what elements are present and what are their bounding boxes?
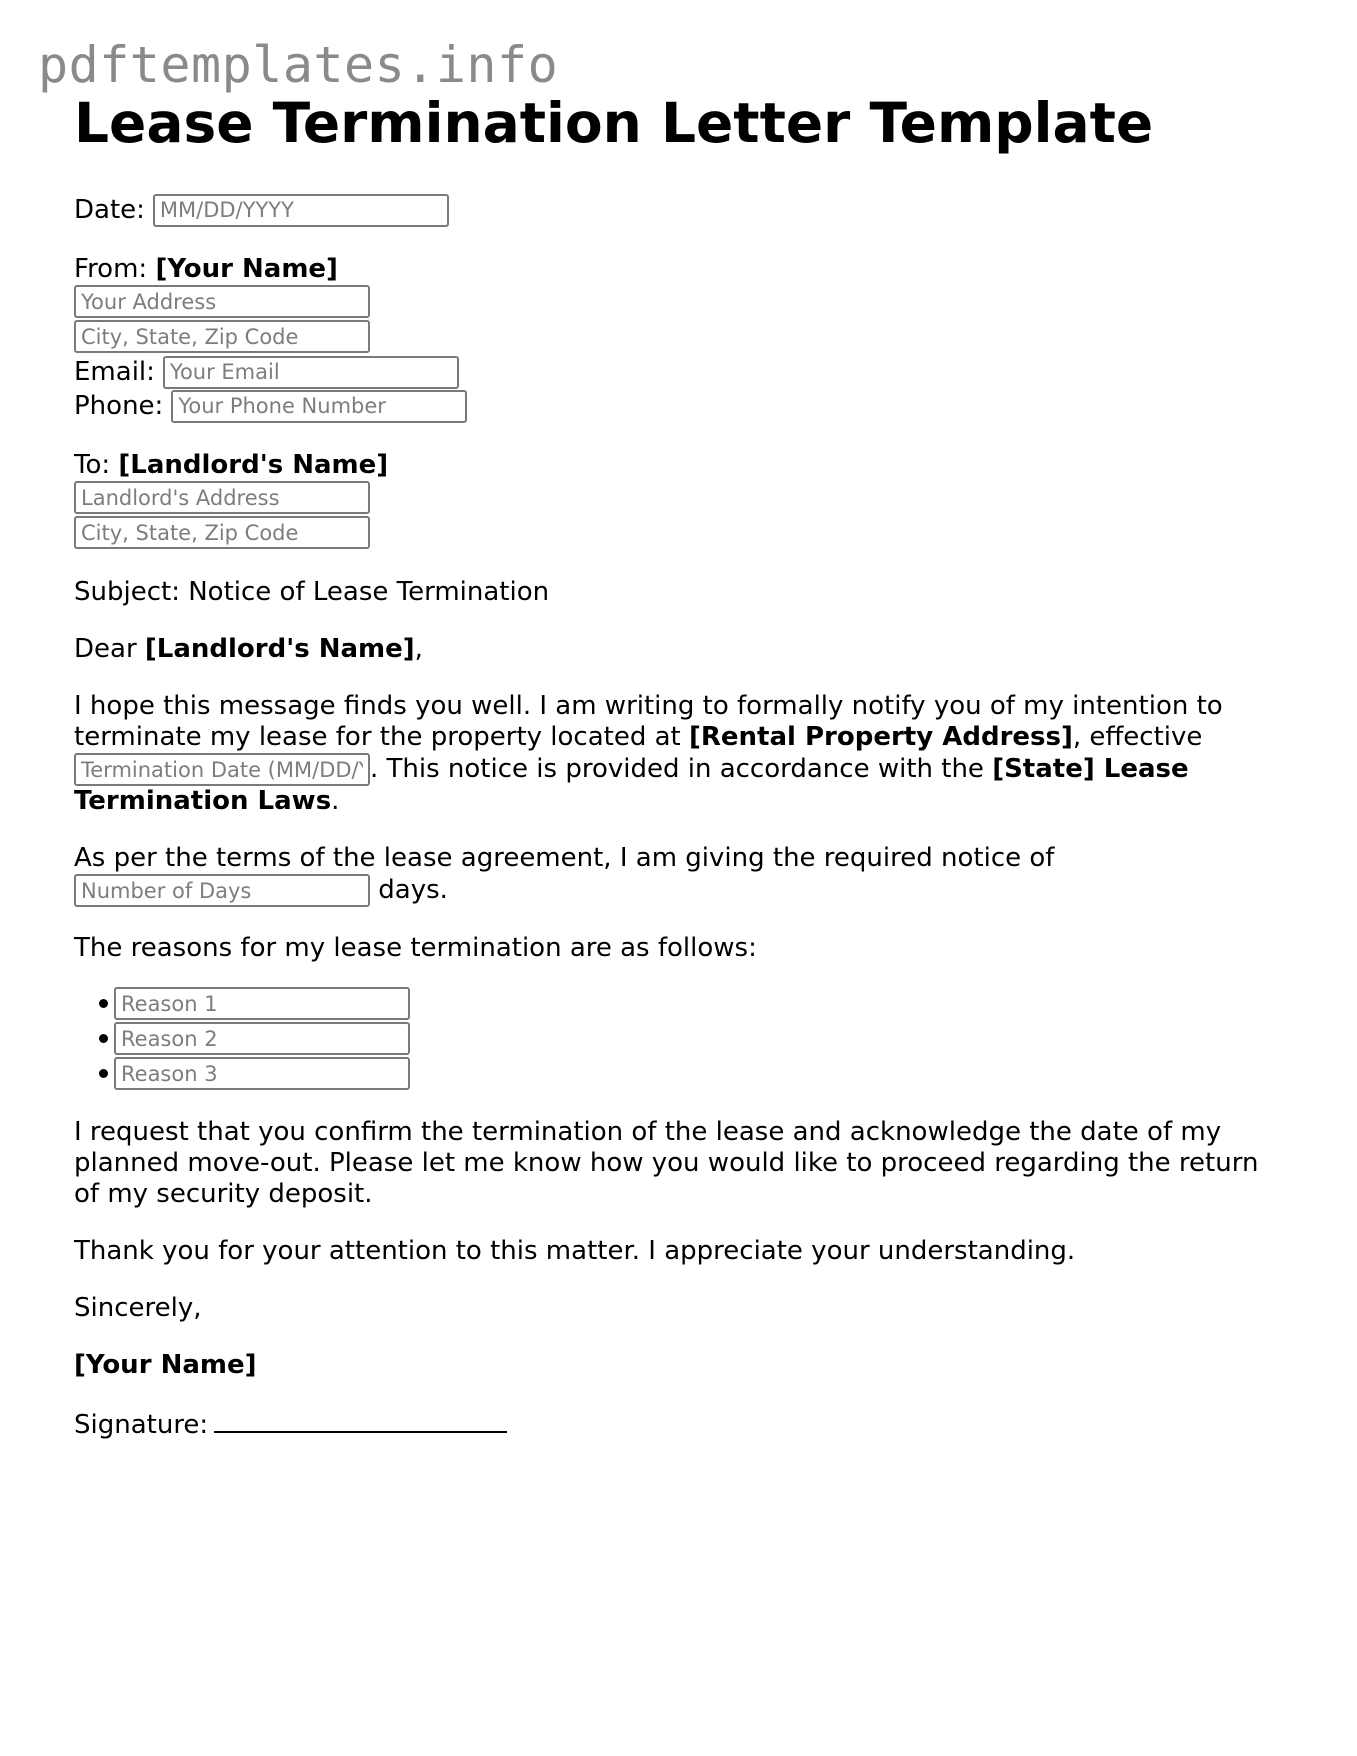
watermark: pdftemplates.info [38,36,559,94]
signature-label: Signature: [74,1410,209,1441]
reasons-list [74,986,1274,1091]
greeting-name: [Landlord's Name] [144,634,415,665]
reason-1-input[interactable] [114,987,410,1020]
notice-text-1: As per the terms of the lease agreement, I am giving the required notice of [74,843,1055,874]
from-name: [Your Name] [155,254,338,285]
signature-blank[interactable] [214,1407,507,1433]
greeting-suffix: , [414,634,423,665]
email-input[interactable] [163,356,459,389]
reason-2-input[interactable] [114,1022,410,1055]
date-row [74,193,1274,227]
phone-input[interactable] [171,390,467,423]
notice-paragraph [74,843,1274,907]
notice-text-2: days. [378,875,448,906]
from-address-input[interactable] [74,285,370,318]
page-title: Lease Termination Letter Template [74,91,1154,155]
list-item [114,1056,1274,1091]
intro-text-1: I hope this message finds you well. I am writing to formally notify you of my intention to terminate my lease for the property located at [74,691,1223,753]
confirmation-paragraph: I request that you confirm the termination of the lease and acknowledge the date of my planned move-out. Please let me know how you would like to proceed regarding the return of my security deposit. [74,1117,1259,1210]
rental-property-address: [Rental Property Address] [689,722,1073,753]
days-input[interactable] [74,874,370,907]
intro-text-4: . [331,786,340,817]
landlord-city-input[interactable] [74,516,370,549]
greeting-prefix: Dear [74,634,145,665]
from-address-block [74,285,1274,353]
list-item [114,1021,1274,1056]
list-item [114,986,1274,1021]
letter-template [74,92,1274,1441]
bullet-icon [99,1034,108,1043]
to-name: [Landlord's Name] [118,450,389,481]
signature-line [74,1407,1274,1441]
email-row [74,355,1274,389]
reasons-intro: The reasons for my lease termination are as follows: [74,933,757,964]
bullet-icon [99,1069,108,1078]
signoff-name-text: [Your Name] [74,1350,257,1381]
termination-date-input[interactable] [74,753,370,786]
to-address-block [74,481,1274,549]
reason-3-input[interactable] [114,1057,410,1090]
from-line [74,253,1274,285]
state-laws: [State] Lease Termination Laws [74,754,1189,817]
landlord-address-input[interactable] [74,481,370,514]
date-label: Date: [74,195,145,226]
email-label: Email: [74,357,155,388]
intro-text-2: , effective [1072,722,1203,753]
signoff-name [74,1350,1274,1381]
greeting [74,634,1274,665]
closing: Sincerely, [74,1293,202,1324]
from-label: From: [74,254,148,285]
intro-paragraph [74,691,1274,817]
to-label: To: [74,450,111,481]
date-input[interactable] [153,194,449,227]
to-line [74,449,1274,481]
phone-label: Phone: [74,391,164,422]
thanks-paragraph: Thank you for your attention to this matter. I appreciate your understanding. [74,1236,1076,1267]
bullet-icon [99,999,108,1008]
subject-line: Subject: Notice of Lease Termination [74,577,550,608]
intro-text-3: . This notice is provided in accordance with the [370,754,993,785]
phone-row [74,389,1274,423]
from-city-input[interactable] [74,320,370,353]
